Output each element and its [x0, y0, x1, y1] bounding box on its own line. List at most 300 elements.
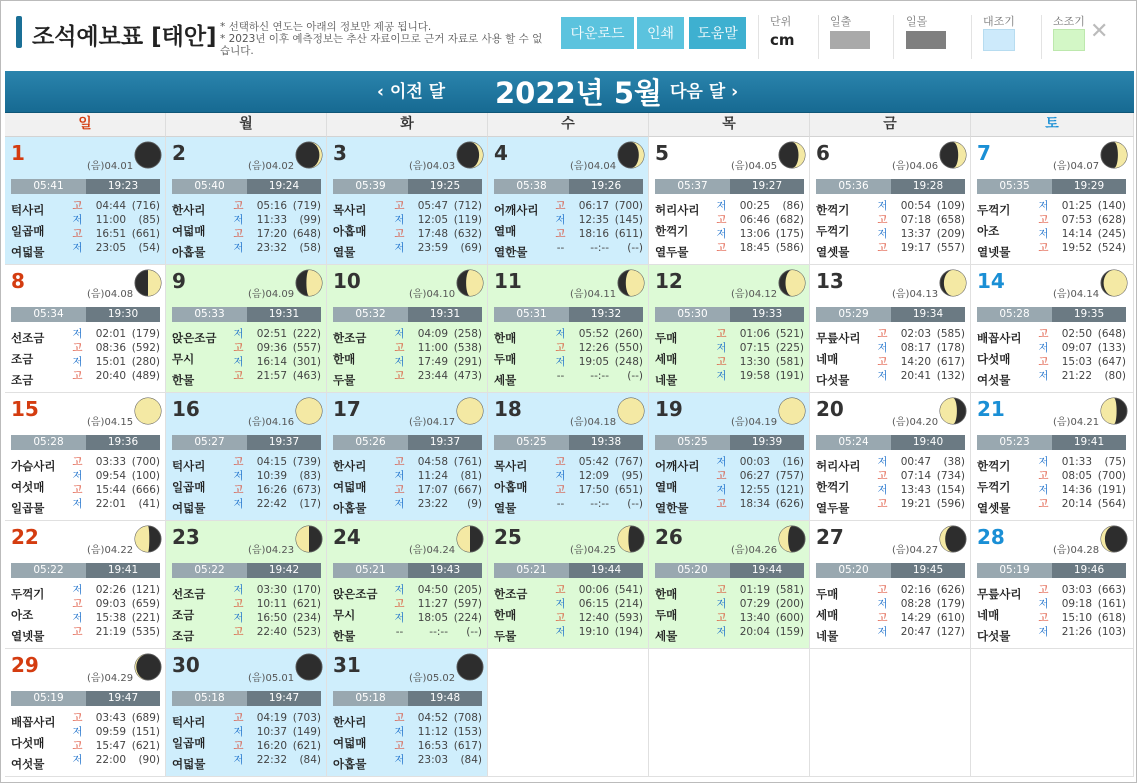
tide-name: 열넷물	[11, 629, 45, 643]
tide-name: 네매	[977, 608, 1000, 622]
tide-row	[394, 725, 484, 739]
sunrise-time: 05:19	[977, 563, 1052, 578]
unit-value: cm	[770, 31, 795, 49]
tide-row	[1038, 611, 1128, 625]
tide-name: 아조	[977, 224, 1000, 238]
day-cell	[5, 265, 166, 393]
tide-height: (179)	[131, 328, 160, 340]
tide-time: 06:15	[578, 598, 609, 610]
tide-time: 14:29	[900, 612, 931, 624]
divider	[893, 15, 894, 59]
tide-row	[72, 753, 162, 767]
tide-time: 14:14	[1061, 228, 1092, 240]
tide-height: (617)	[936, 356, 965, 368]
tide-kind: 고	[1038, 612, 1049, 624]
tide-row	[233, 199, 323, 213]
day-cell	[971, 393, 1134, 521]
tide-time: 03:33	[95, 456, 126, 468]
tide-height: (618)	[1097, 612, 1126, 624]
tide-row	[555, 583, 645, 597]
day-cell	[649, 265, 810, 393]
lunar-date: (음)04.13	[892, 289, 939, 300]
tide-kind: 저	[394, 214, 405, 226]
download-button[interactable]: 다운로드	[561, 17, 634, 49]
tide-name: 무시	[172, 352, 195, 366]
tide-row	[394, 625, 484, 639]
day-number: 29	[11, 653, 39, 677]
tide-kind: 저	[233, 754, 244, 766]
day-cell	[971, 265, 1134, 393]
tide-kind: 고	[716, 498, 727, 510]
tide-name: 어깨사리	[655, 459, 700, 473]
help-button[interactable]: 도움말	[689, 17, 746, 49]
tide-kind: 저	[716, 484, 727, 496]
tide-height: (682)	[775, 214, 804, 226]
tide-row	[72, 497, 162, 511]
tide-row	[394, 711, 484, 725]
tide-row	[877, 611, 967, 625]
tide-time: 22:00	[95, 754, 126, 766]
lunar-date: (음)04.29	[87, 673, 134, 684]
tide-row	[877, 213, 967, 227]
sunset-time: 19:31	[408, 307, 482, 322]
tide-kind: 저	[716, 228, 727, 240]
tide-height: (159)	[775, 626, 804, 638]
tide-kind: 고	[877, 214, 888, 226]
tide-row	[72, 597, 162, 611]
tide-kind: 저	[72, 754, 83, 766]
day-cell	[5, 137, 166, 265]
tide-kind: 고	[877, 584, 888, 596]
tide-time: 16:14	[256, 356, 287, 368]
tide-kind: 고	[877, 328, 888, 340]
sunrise-time: 05:27	[172, 435, 247, 450]
tide-kind: 고	[1038, 328, 1049, 340]
tide-height: (140)	[1097, 200, 1126, 212]
tide-time: 02:26	[95, 584, 126, 596]
sunset-time: 19:37	[247, 435, 321, 450]
sunset-time: 19:37	[408, 435, 482, 450]
tide-row	[1038, 199, 1128, 213]
tide-time: 01:19	[739, 584, 770, 596]
tide-time: 14:36	[1061, 484, 1092, 496]
tide-name: 일곱매	[172, 736, 206, 750]
tide-name: 한꺽기	[655, 224, 689, 238]
day-cell	[810, 137, 971, 265]
tide-height: (121)	[775, 484, 804, 496]
tide-time: 02:50	[1061, 328, 1092, 340]
tide-row	[555, 497, 645, 511]
tide-row	[72, 327, 162, 341]
tide-height: (581)	[775, 356, 804, 368]
tide-row	[233, 739, 323, 753]
tide-row	[233, 497, 323, 511]
tide-time: 15:01	[95, 356, 126, 368]
tide-time: 09:59	[95, 726, 126, 738]
tide-height: (161)	[1097, 598, 1126, 610]
tide-row	[1038, 455, 1128, 469]
day-number: 3	[333, 141, 347, 165]
tide-row	[72, 241, 162, 255]
tide-time: 21:57	[256, 370, 287, 382]
weekday-sat: 토	[971, 113, 1134, 137]
tide-height: (81)	[460, 470, 482, 482]
tide-kind: 저	[394, 470, 405, 482]
sunset-time: 19:34	[891, 307, 965, 322]
tide-kind: 저	[555, 356, 566, 368]
tide-row	[555, 341, 645, 355]
close-icon[interactable]: ✕	[1090, 19, 1109, 44]
lunar-date: (음)04.24	[409, 545, 456, 556]
tide-name: 가슴사리	[11, 459, 56, 473]
tide-kind: 고	[72, 626, 83, 638]
tide-time: 13:40	[739, 612, 770, 624]
tide-height: (666)	[131, 484, 160, 496]
sunrise-time: 05:20	[655, 563, 730, 578]
tide-row	[555, 199, 645, 213]
tide-time: 17:50	[578, 484, 609, 496]
tide-name: 한매	[655, 587, 678, 601]
tide-height: (648)	[1097, 328, 1126, 340]
tide-height: (586)	[775, 242, 804, 254]
tide-time: 23:22	[417, 498, 448, 510]
sunrise-time: 05:28	[11, 435, 86, 450]
tide-time: 12:55	[739, 484, 770, 496]
tide-height: (86)	[782, 200, 804, 212]
tide-kind: 고	[555, 342, 566, 354]
tide-kind: 고	[233, 598, 244, 610]
tide-row	[1038, 213, 1128, 227]
unit-label: 단위	[770, 15, 792, 28]
tide-time: 13:06	[739, 228, 770, 240]
tide-time: 12:35	[578, 214, 609, 226]
sunrise-time: 05:20	[816, 563, 891, 578]
moon-phase-icon	[617, 525, 645, 553]
tide-height: (700)	[1097, 470, 1126, 482]
sunrise-time: 05:40	[172, 179, 247, 194]
tide-time: 18:05	[417, 612, 448, 624]
tide-time: 04:52	[417, 712, 448, 724]
sunrise-time: 05:23	[977, 435, 1052, 450]
tide-kind: 저	[1038, 342, 1049, 354]
sunset-time: 19:23	[86, 179, 160, 194]
notice-line: * 선택하신 연도는 아래의 정보만 제공 됩니다.	[220, 21, 432, 33]
tide-row	[555, 227, 645, 241]
tide-height: (593)	[614, 612, 643, 624]
day-number: 13	[816, 269, 844, 293]
tide-row	[716, 469, 806, 483]
weekday-mon: 월	[166, 113, 327, 137]
empty-day-cell	[971, 649, 1134, 777]
tide-kind: 고	[394, 456, 405, 468]
tide-kind: 고	[1038, 214, 1049, 226]
tide-time: 02:01	[95, 328, 126, 340]
tide-height: (651)	[614, 484, 643, 496]
tide-kind: 저	[555, 328, 566, 340]
tide-time: 22:42	[256, 498, 287, 510]
lunar-date: (음)04.08	[87, 289, 134, 300]
sunrise-time: 05:38	[494, 179, 569, 194]
next-month-button[interactable]: 다음 달 ›	[670, 82, 739, 102]
lunar-date: (음)04.06	[892, 161, 939, 172]
tide-time: 03:30	[256, 584, 287, 596]
month-navigation	[5, 71, 1134, 113]
tide-kind: 고	[72, 740, 83, 752]
day-cell	[166, 649, 327, 777]
tide-time: 11:12	[417, 726, 448, 738]
lunar-date: (음)04.03	[409, 161, 456, 172]
tide-height: (597)	[453, 598, 482, 610]
tide-kind: 저	[72, 470, 83, 482]
tide-height: (734)	[936, 470, 965, 482]
tide-name: 열넷물	[977, 245, 1011, 259]
sunrise-time: 05:18	[172, 691, 247, 706]
tide-kind: 저	[716, 342, 727, 354]
tide-time: 18:16	[578, 228, 609, 240]
tide-row	[877, 355, 967, 369]
tide-name: 두꺽기	[11, 587, 45, 601]
calendar-grid	[5, 137, 1134, 781]
tide-row	[877, 369, 967, 383]
sunset-time: 19:40	[891, 435, 965, 450]
tide-time: 05:47	[417, 200, 448, 212]
day-cell	[327, 265, 488, 393]
tide-time: 11:00	[95, 214, 126, 226]
tide-time: 19:05	[578, 356, 609, 368]
tide-kind: 고	[555, 228, 566, 240]
tide-height: (194)	[614, 626, 643, 638]
tide-height: (463)	[292, 370, 321, 382]
tide-height: (214)	[614, 598, 643, 610]
tide-name: 여덟매	[172, 224, 206, 238]
tide-height: (550)	[614, 342, 643, 354]
tide-kind: 저	[555, 598, 566, 610]
tide-time: 04:50	[417, 584, 448, 596]
tide-row	[1038, 355, 1128, 369]
tide-kind: 고	[1038, 584, 1049, 596]
tide-kind: 고	[394, 228, 405, 240]
sunrise-time: 05:28	[977, 307, 1052, 322]
lunar-date: (음)04.14	[1053, 289, 1100, 300]
tide-name: 두물	[333, 373, 356, 387]
tide-height: (626)	[936, 584, 965, 596]
tide-time: 05:42	[578, 456, 609, 468]
tide-kind: 저	[877, 456, 888, 468]
tide-row	[877, 455, 967, 469]
day-number: 17	[333, 397, 361, 421]
tide-height: (191)	[775, 370, 804, 382]
tide-height: (632)	[453, 228, 482, 240]
tide-time: --:--	[590, 498, 609, 510]
tide-height: (245)	[1097, 228, 1126, 240]
tide-height: (58)	[299, 242, 321, 254]
lunar-date: (음)04.27	[892, 545, 939, 556]
tide-name: 다섯물	[977, 629, 1011, 643]
tide-time: 01:06	[739, 328, 770, 340]
tide-name: 턱사리	[11, 203, 45, 217]
tide-row	[394, 583, 484, 597]
tide-kind: 고	[555, 484, 566, 496]
tide-name: 한매	[333, 352, 356, 366]
tide-time: --:--	[590, 370, 609, 382]
sunset-time: 19:39	[730, 435, 804, 450]
lunar-date: (음)04.16	[248, 417, 295, 428]
tide-height: (85)	[138, 214, 160, 226]
tide-name: 네물	[816, 629, 839, 643]
sunset-time: 19:47	[247, 691, 321, 706]
tide-time: 15:38	[95, 612, 126, 624]
day-number: 15	[11, 397, 39, 421]
tide-kind: 고	[555, 612, 566, 624]
tide-name: 세물	[655, 629, 678, 643]
weekday-fri: 금	[810, 113, 971, 137]
tide-row	[233, 213, 323, 227]
tide-row	[877, 241, 967, 255]
tide-height: (557)	[292, 342, 321, 354]
tide-row	[716, 625, 806, 639]
tide-name: 무릎사리	[816, 331, 861, 345]
tide-row	[877, 199, 967, 213]
tide-name: 여덟물	[11, 245, 45, 259]
tide-kind: 저	[555, 470, 566, 482]
tide-height: (659)	[131, 598, 160, 610]
sunset-time: 19:25	[408, 179, 482, 194]
tide-name: 무시	[333, 608, 356, 622]
tide-kind: 저	[716, 598, 727, 610]
lunar-date: (음)04.21	[1053, 417, 1100, 428]
tide-name: 허리사리	[816, 459, 861, 473]
lunar-date: (음)04.26	[731, 545, 778, 556]
tide-kind: 저	[1038, 228, 1049, 240]
tide-kind: 저	[233, 498, 244, 510]
tide-height: (--)	[627, 370, 643, 382]
day-number: 30	[172, 653, 200, 677]
lunar-date: (음)04.04	[570, 161, 617, 172]
tide-row	[877, 625, 967, 639]
tide-height: (621)	[292, 740, 321, 752]
tide-time: 07:18	[900, 214, 931, 226]
prev-month-button[interactable]: ‹ 이전 달	[377, 82, 446, 102]
tide-time: 12:09	[578, 470, 609, 482]
lunar-date: (음)04.25	[570, 545, 617, 556]
tide-kind: 저	[72, 498, 83, 510]
tide-row	[72, 199, 162, 213]
tide-kind: 저	[716, 200, 727, 212]
moon-phase-icon	[778, 269, 806, 297]
tide-kind: 고	[72, 370, 83, 382]
tide-row	[394, 597, 484, 611]
sunrise-time: 05:24	[816, 435, 891, 450]
tide-time: 16:26	[256, 484, 287, 496]
tide-kind: 고	[716, 356, 727, 368]
day-cell	[488, 265, 649, 393]
tide-height: (541)	[614, 584, 643, 596]
tide-name: 한물	[172, 373, 195, 387]
tide-row	[555, 369, 645, 383]
tide-kind: 고	[877, 612, 888, 624]
tide-name: 열매	[655, 480, 678, 494]
tide-kind: 고	[72, 342, 83, 354]
tide-kind: 고	[394, 712, 405, 724]
moon-phase-icon	[617, 269, 645, 297]
sunrise-time: 05:25	[494, 435, 569, 450]
tide-kind: 고	[233, 342, 244, 354]
sunset-time: 19:48	[408, 691, 482, 706]
tide-time: 20:47	[900, 626, 931, 638]
tide-name: 턱사리	[172, 459, 206, 473]
tide-height: (209)	[936, 228, 965, 240]
tide-row	[1038, 625, 1128, 639]
day-cell	[649, 521, 810, 649]
sunrise-time: 05:39	[333, 179, 408, 194]
tide-height: (700)	[131, 456, 160, 468]
tide-name: 선조금	[172, 587, 206, 601]
tide-height: (667)	[453, 484, 482, 496]
tide-kind: 고	[716, 214, 727, 226]
tide-time: 00:03	[739, 456, 770, 468]
tide-row	[716, 597, 806, 611]
tide-kind: 고	[1038, 242, 1049, 254]
tide-time: 02:51	[256, 328, 287, 340]
tide-time: 23:32	[256, 242, 287, 254]
print-button[interactable]: 인쇄	[637, 17, 684, 49]
tide-row	[555, 455, 645, 469]
tide-time: 16:51	[95, 228, 126, 240]
tide-name: 목사리	[333, 203, 367, 217]
tide-row	[1038, 369, 1128, 383]
tide-kind: 고	[716, 470, 727, 482]
tide-row	[716, 583, 806, 597]
divider	[818, 15, 819, 59]
tide-kind: 고	[72, 712, 83, 724]
empty-day-cell	[488, 649, 649, 777]
day-cell	[649, 393, 810, 521]
tide-height: (610)	[936, 612, 965, 624]
tide-time: 12:40	[578, 612, 609, 624]
tide-time: 06:46	[739, 214, 770, 226]
lunar-date: (음)04.22	[87, 545, 134, 556]
tide-height: (700)	[614, 200, 643, 212]
sunrise-time: 05:21	[494, 563, 569, 578]
tide-kind: 고	[233, 626, 244, 638]
tide-time: 20:14	[1061, 498, 1092, 510]
tide-row	[394, 369, 484, 383]
sunset-time: 19:43	[408, 563, 482, 578]
tide-height: (38)	[943, 456, 965, 468]
tide-name: 두꺽기	[816, 224, 850, 238]
tide-time: 17:07	[417, 484, 448, 496]
day-number: 28	[977, 525, 1005, 549]
moon-phase-icon	[617, 397, 645, 425]
tide-row	[394, 327, 484, 341]
tide-kind: 고	[716, 612, 727, 624]
day-number: 5	[655, 141, 669, 165]
tide-kind: --	[556, 242, 565, 254]
tide-kind: 저	[72, 584, 83, 596]
day-number: 20	[816, 397, 844, 421]
title-accent-bar	[16, 16, 22, 48]
tide-row	[394, 199, 484, 213]
tide-time: 22:32	[256, 754, 287, 766]
moon-phase-icon	[295, 525, 323, 553]
tide-row	[1038, 227, 1128, 241]
tide-height: (716)	[131, 200, 160, 212]
day-number: 16	[172, 397, 200, 421]
notice-line: * 2023년 이후 예측정보는 추산 자료이므로 근거 자료로 사용 할 수 없습니다.	[220, 33, 543, 57]
tide-time: 13:37	[900, 228, 931, 240]
tide-row	[555, 611, 645, 625]
tide-row	[72, 739, 162, 753]
